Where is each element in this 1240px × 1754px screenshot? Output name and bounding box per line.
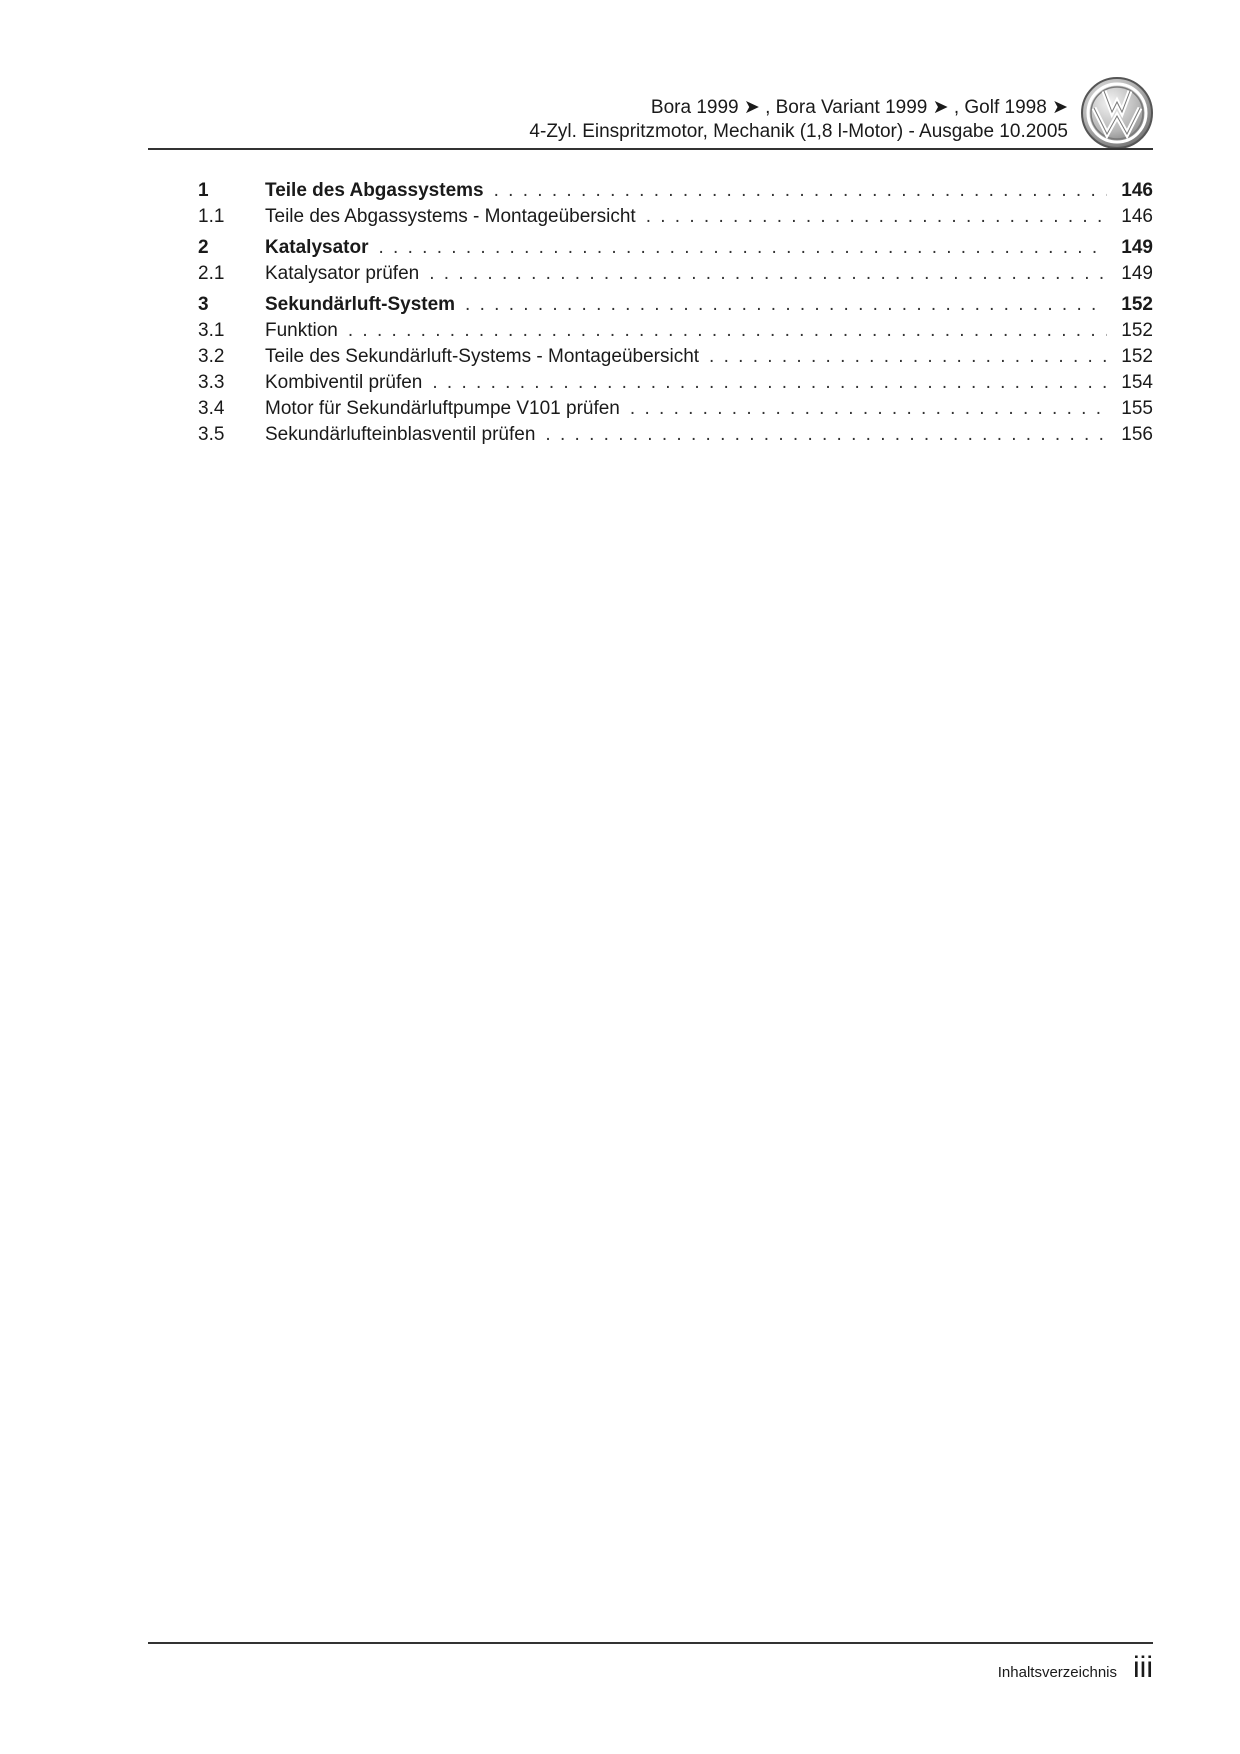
- toc-entry-title: Sekundärluft-System: [265, 294, 456, 315]
- toc-entry[interactable]: [198, 206, 1153, 232]
- toc-entry-number: 2: [198, 237, 209, 258]
- toc-leader-dots: [379, 237, 1108, 259]
- toc-entry[interactable]: [198, 346, 1153, 372]
- toc-leader-dots: [348, 320, 1107, 342]
- toc-entry-title: Motor für Sekundärluftpumpe V101 prüfen: [265, 398, 620, 419]
- toc-entry-number: 1.1: [198, 206, 225, 227]
- toc-entry[interactable]: [198, 398, 1153, 424]
- toc-entry[interactable]: [198, 424, 1153, 450]
- toc-entry-title: Katalysator: [265, 237, 369, 258]
- page-footer: [998, 1651, 1153, 1685]
- toc-entry[interactable]: [198, 320, 1153, 346]
- footer-section-label: Inhaltsverzeichnis: [997, 1664, 1117, 1681]
- header-subtitle: 4-Zyl. Einspritzmotor, Mechanik (1,8 l-Motor) - Ausgabe 10.2005: [529, 121, 1068, 142]
- toc-entry-page: 149: [1121, 263, 1153, 284]
- footer-page-number: iii: [1133, 1651, 1153, 1684]
- toc-entry[interactable]: [198, 180, 1153, 206]
- toc-leader-dots: [545, 424, 1107, 446]
- toc-entry[interactable]: [198, 237, 1153, 263]
- toc-leader-dots: [429, 263, 1107, 285]
- toc-entry-page: 149: [1121, 237, 1153, 258]
- toc-entry[interactable]: [198, 263, 1153, 289]
- toc-entry-page: 146: [1121, 206, 1153, 227]
- page-header: [148, 96, 1068, 144]
- toc-entry-number: 1: [198, 180, 209, 201]
- toc-entry[interactable]: [198, 294, 1153, 320]
- toc-entry-page: 156: [1121, 424, 1153, 445]
- vw-logo-icon: [1080, 76, 1154, 150]
- toc-entry-title: Teile des Sekundärluft-Systems - Montageübersicht: [265, 346, 700, 367]
- toc-entry-page: 154: [1121, 372, 1153, 393]
- toc-entry-number: 3: [198, 294, 209, 315]
- toc-entry[interactable]: [198, 372, 1153, 398]
- toc-leader-dots: [646, 206, 1107, 228]
- toc-leader-dots: [465, 294, 1107, 316]
- toc-leader-dots: [432, 372, 1107, 394]
- toc-entry-title: Sekundärlufteinblasventil prüfen: [265, 424, 536, 445]
- footer-divider: [148, 1642, 1153, 1644]
- header-models: Bora 1999 ➤ , Bora Variant 1999 ➤ , Golf 1998 ➤: [650, 97, 1068, 118]
- toc-leader-dots: [630, 398, 1107, 420]
- toc-entry-page: 155: [1121, 398, 1153, 419]
- toc-entry-page: 152: [1121, 346, 1153, 367]
- toc-entry-title: Teile des Abgassystems - Montageübersicht: [265, 206, 636, 227]
- toc-leader-dots: [709, 346, 1107, 368]
- toc-entry-title: Katalysator prüfen: [265, 263, 420, 284]
- toc-entry-number: 3.1: [198, 320, 225, 341]
- toc-entry-title: Teile des Abgassystems: [265, 180, 484, 201]
- toc-entry-number: 3.5: [198, 424, 225, 445]
- toc-entry-page: 146: [1121, 180, 1153, 201]
- toc-entry-title: Funktion: [265, 320, 338, 341]
- toc-entry-page: 152: [1121, 320, 1153, 341]
- toc-entry-page: 152: [1121, 294, 1153, 315]
- toc-entry-number: 2.1: [198, 263, 225, 284]
- toc-entry-number: 3.4: [198, 398, 225, 419]
- toc-leader-dots: [494, 180, 1107, 202]
- table-of-contents: [198, 180, 1153, 450]
- toc-entry-number: 3.3: [198, 372, 225, 393]
- header-divider: [148, 148, 1153, 150]
- toc-entry-title: Kombiventil prüfen: [265, 372, 423, 393]
- toc-entry-number: 3.2: [198, 346, 225, 367]
